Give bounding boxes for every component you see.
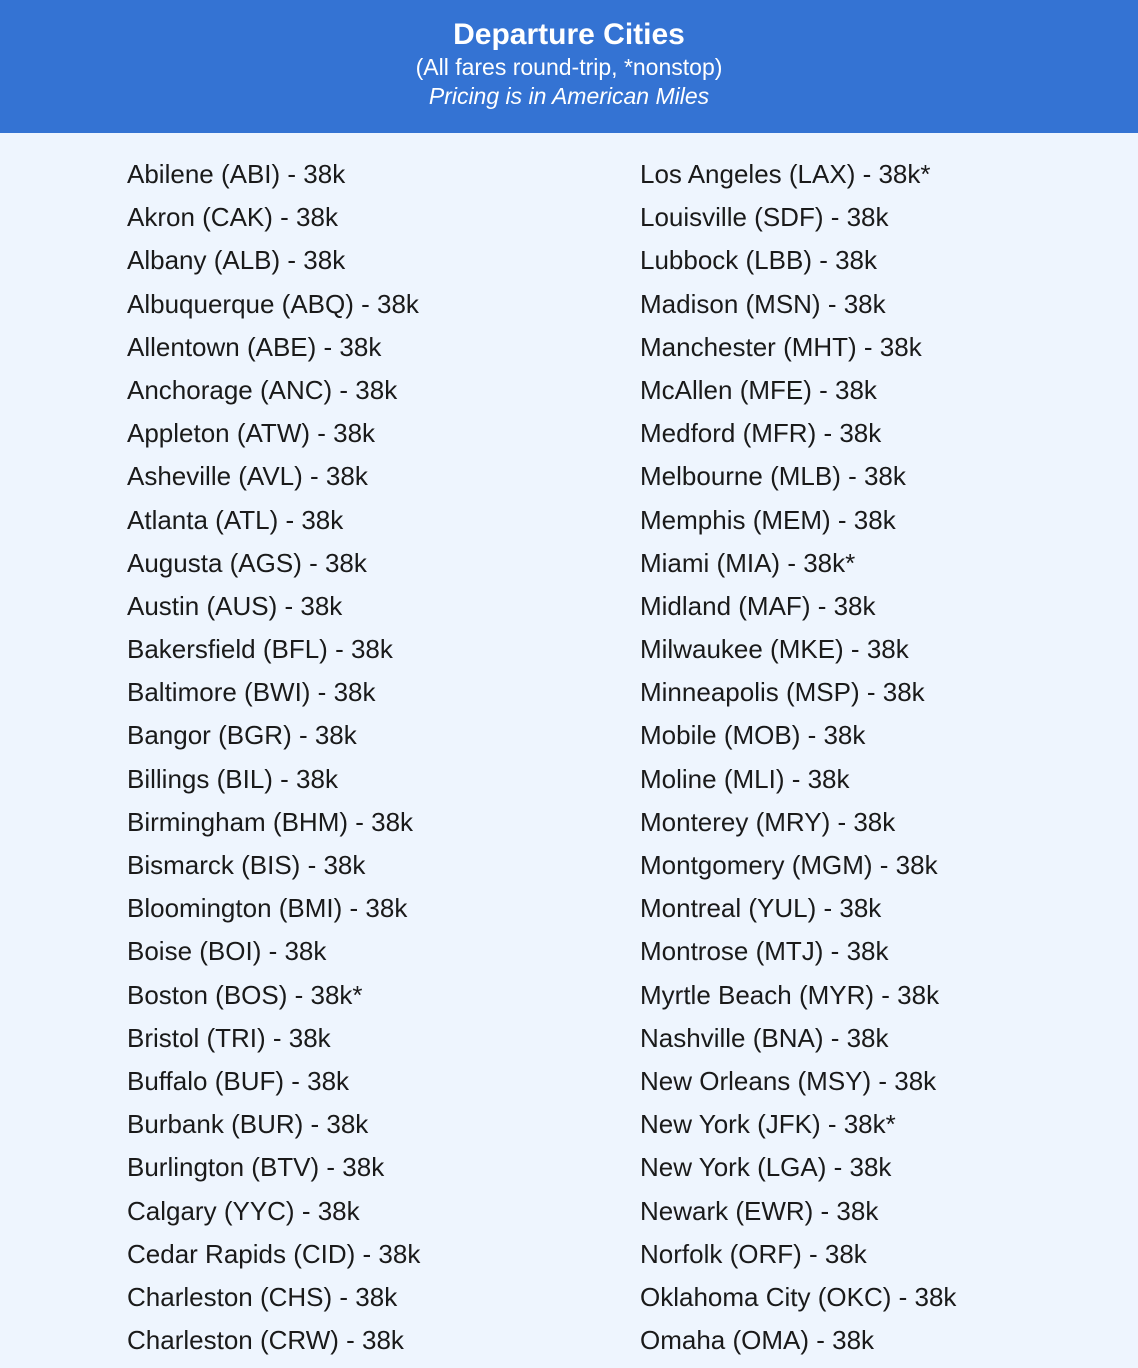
city-list-item: Boise (BOI) - 38k bbox=[127, 936, 327, 967]
city-list-item: Billings (BIL) - 38k bbox=[127, 763, 338, 794]
header bbox=[0, 0, 1138, 133]
city-list-item: Norfolk (ORF) - 38k bbox=[640, 1238, 867, 1269]
city-list-item: Atlanta (ATL) - 38k bbox=[127, 504, 344, 535]
city-list-item: Midland (MAF) - 38k bbox=[640, 590, 876, 621]
page-title: Departure Cities bbox=[453, 18, 685, 51]
city-list-item: Los Angeles (LAX) - 38k* bbox=[640, 159, 931, 189]
city-list-item: Bakersfield (BFL) - 38k bbox=[127, 634, 393, 665]
city-list-item: Montgomery (MGM) - 38k bbox=[640, 850, 938, 880]
city-list-item: Mobile (MOB) - 38k bbox=[640, 720, 866, 751]
city-list-item: Newark (EWR) - 38k bbox=[640, 1195, 879, 1226]
city-list-item: New Orleans (MSY) - 38k bbox=[640, 1065, 937, 1096]
city-list-item: Memphis (MEM) - 38k bbox=[640, 504, 896, 535]
city-list-item: Anchorage (ANC) - 38k bbox=[127, 374, 398, 405]
city-list-item: Oklahoma City (OKC) - 38k bbox=[640, 1281, 957, 1312]
city-list-item: Milwaukee (MKE) - 38k bbox=[640, 634, 909, 665]
city-list-item: Louisville (SDF) - 38k bbox=[640, 202, 889, 233]
city-list-item: Baltimore (BWI) - 38k bbox=[127, 677, 376, 708]
city-list-item: Charleston (CHS) - 38k bbox=[127, 1281, 398, 1312]
city-list-item: Augusta (AGS) - 38k bbox=[127, 547, 367, 578]
city-list-item: Albuquerque (ABQ) - 38k bbox=[127, 288, 419, 319]
city-list-item: Asheville (AVL) - 38k bbox=[127, 461, 368, 492]
city-list-item: Bismarck (BIS) - 38k bbox=[127, 850, 366, 880]
city-list-item: Bangor (BGR) - 38k bbox=[127, 720, 357, 751]
city-list-item: Bloomington (BMI) - 38k bbox=[127, 893, 408, 924]
city-list-item: Montreal (YUL) - 38k bbox=[640, 893, 882, 924]
city-list-item: Miami (MIA) - 38k* bbox=[640, 547, 856, 578]
city-list-item: Charleston (CRW) - 38k bbox=[127, 1325, 404, 1356]
city-column-right bbox=[640, 156, 956, 1365]
city-list-item: Buffalo (BUF) - 38k bbox=[127, 1065, 350, 1096]
city-list-item: Melbourne (MLB) - 38k bbox=[640, 461, 906, 492]
city-list-item: Cedar Rapids (CID) - 38k bbox=[127, 1238, 421, 1269]
city-list-item: Omaha (OMA) - 38k bbox=[640, 1325, 875, 1356]
city-list-item: Burlington (BTV) - 38k bbox=[127, 1152, 385, 1183]
page-subtitle: (All fares round-trip, *nonstop) bbox=[415, 54, 723, 80]
city-list-item: Bristol (TRI) - 38k bbox=[127, 1022, 331, 1053]
city-list-item: Moline (MLI) - 38k bbox=[640, 763, 850, 794]
city-list-item: Montrose (MTJ) - 38k bbox=[640, 936, 889, 967]
city-list-item: Boston (BOS) - 38k* bbox=[127, 979, 363, 1010]
city-list-item: New York (LGA) - 38k bbox=[640, 1152, 892, 1183]
city-list-item: Akron (CAK) - 38k bbox=[127, 202, 338, 233]
city-list-item: New York (JFK) - 38k* bbox=[640, 1109, 896, 1140]
city-list-item: Manchester (MHT) - 38k bbox=[640, 331, 922, 362]
city-list-item: Appleton (ATW) - 38k bbox=[127, 418, 376, 449]
city-list-item: McAllen (MFE) - 38k bbox=[640, 374, 877, 405]
pricing-note: Pricing is in American Miles bbox=[428, 83, 710, 109]
city-list-item: Abilene (ABI) - 38k bbox=[127, 159, 346, 189]
city-list-item: Monterey (MRY) - 38k bbox=[640, 806, 896, 837]
city-list-item: Albany (ALB) - 38k bbox=[127, 245, 346, 276]
city-list-item: Medford (MFR) - 38k bbox=[640, 418, 882, 449]
city-list-item: Nashville (BNA) - 38k bbox=[640, 1022, 889, 1053]
city-list-item: Lubbock (LBB) - 38k bbox=[640, 245, 878, 276]
city-list-item: Burbank (BUR) - 38k bbox=[127, 1109, 369, 1140]
city-list-item: Austin (AUS) - 38k bbox=[127, 590, 343, 621]
city-list-item: Madison (MSN) - 38k bbox=[640, 288, 886, 319]
city-list-item: Minneapolis (MSP) - 38k bbox=[640, 677, 925, 708]
city-list-item: Allentown (ABE) - 38k bbox=[127, 331, 382, 362]
city-list-item: Calgary (YYC) - 38k bbox=[127, 1195, 360, 1226]
city-column-left bbox=[127, 156, 420, 1365]
city-list-item: Birmingham (BHM) - 38k bbox=[127, 806, 414, 837]
city-list-item: Myrtle Beach (MYR) - 38k bbox=[640, 979, 940, 1010]
